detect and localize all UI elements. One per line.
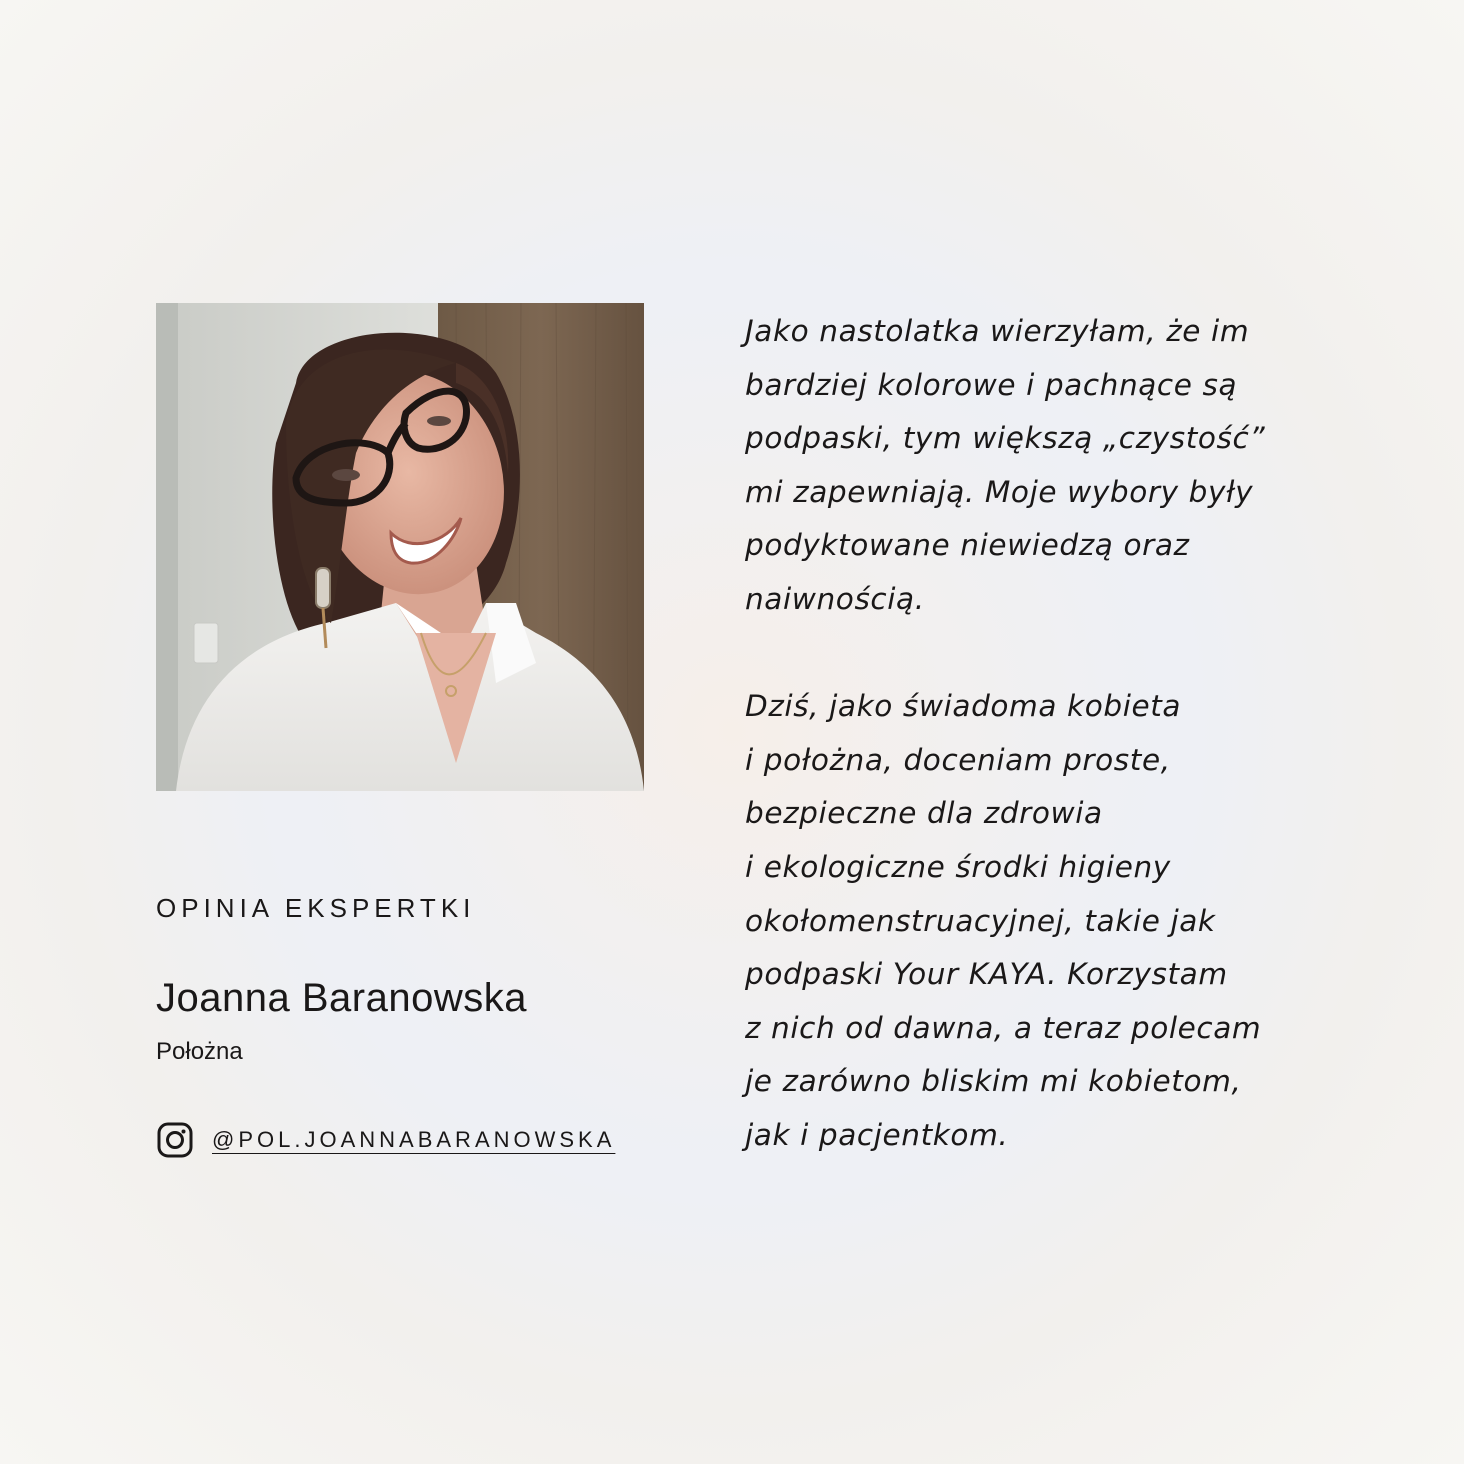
quote-line: podpaski, tym większą „czystość”: [745, 421, 1266, 456]
quote-line: i ekologiczne środki higieny: [745, 849, 1171, 884]
quote-line: naiwnością.: [745, 581, 925, 616]
quote-line: Dziś, jako świadoma kobieta: [745, 689, 1182, 724]
paragraph-spacer: [745, 627, 1345, 681]
quote-line: z nich od dawna, a teraz polecam: [745, 1010, 1262, 1045]
instagram-handle-link[interactable]: @POL.JOANNABARANOWSKA: [212, 1127, 616, 1152]
instagram-link-row[interactable]: [156, 1120, 615, 1160]
expert-portrait-photo: [156, 303, 644, 791]
quote-line: i położna, doceniam proste,: [745, 742, 1171, 777]
quote-line: je zarówno bliskim mi kobietom,: [745, 1064, 1242, 1099]
quote-line: bezpieczne dla zdrowia: [745, 796, 1103, 831]
quote-line: okołomenstruacyjnej, takie jak: [745, 903, 1216, 938]
section-label: OPINIA EKSPERTKI: [156, 893, 476, 923]
quote-line: mi zapewniają. Moje wybory były: [745, 474, 1254, 509]
instagram-icon[interactable]: [156, 1121, 194, 1159]
expert-name: Joanna Baranowska: [156, 976, 527, 1020]
quote-paragraph-1: [745, 305, 1345, 627]
quote-line: podpaski Your KAYA. Korzystam: [745, 957, 1228, 992]
quote-line: bardziej kolorowe i pachnące są: [745, 367, 1238, 402]
quote-line: podyktowane niewiedzą oraz: [745, 528, 1190, 563]
expert-role: Położna: [156, 1038, 243, 1065]
expert-quote: [745, 305, 1345, 1163]
quote-paragraph-2: [745, 680, 1345, 1162]
quote-line: jak i pacjentkom.: [745, 1117, 1009, 1152]
quote-line: Jako nastolatka wierzyłam, że im: [745, 314, 1250, 348]
